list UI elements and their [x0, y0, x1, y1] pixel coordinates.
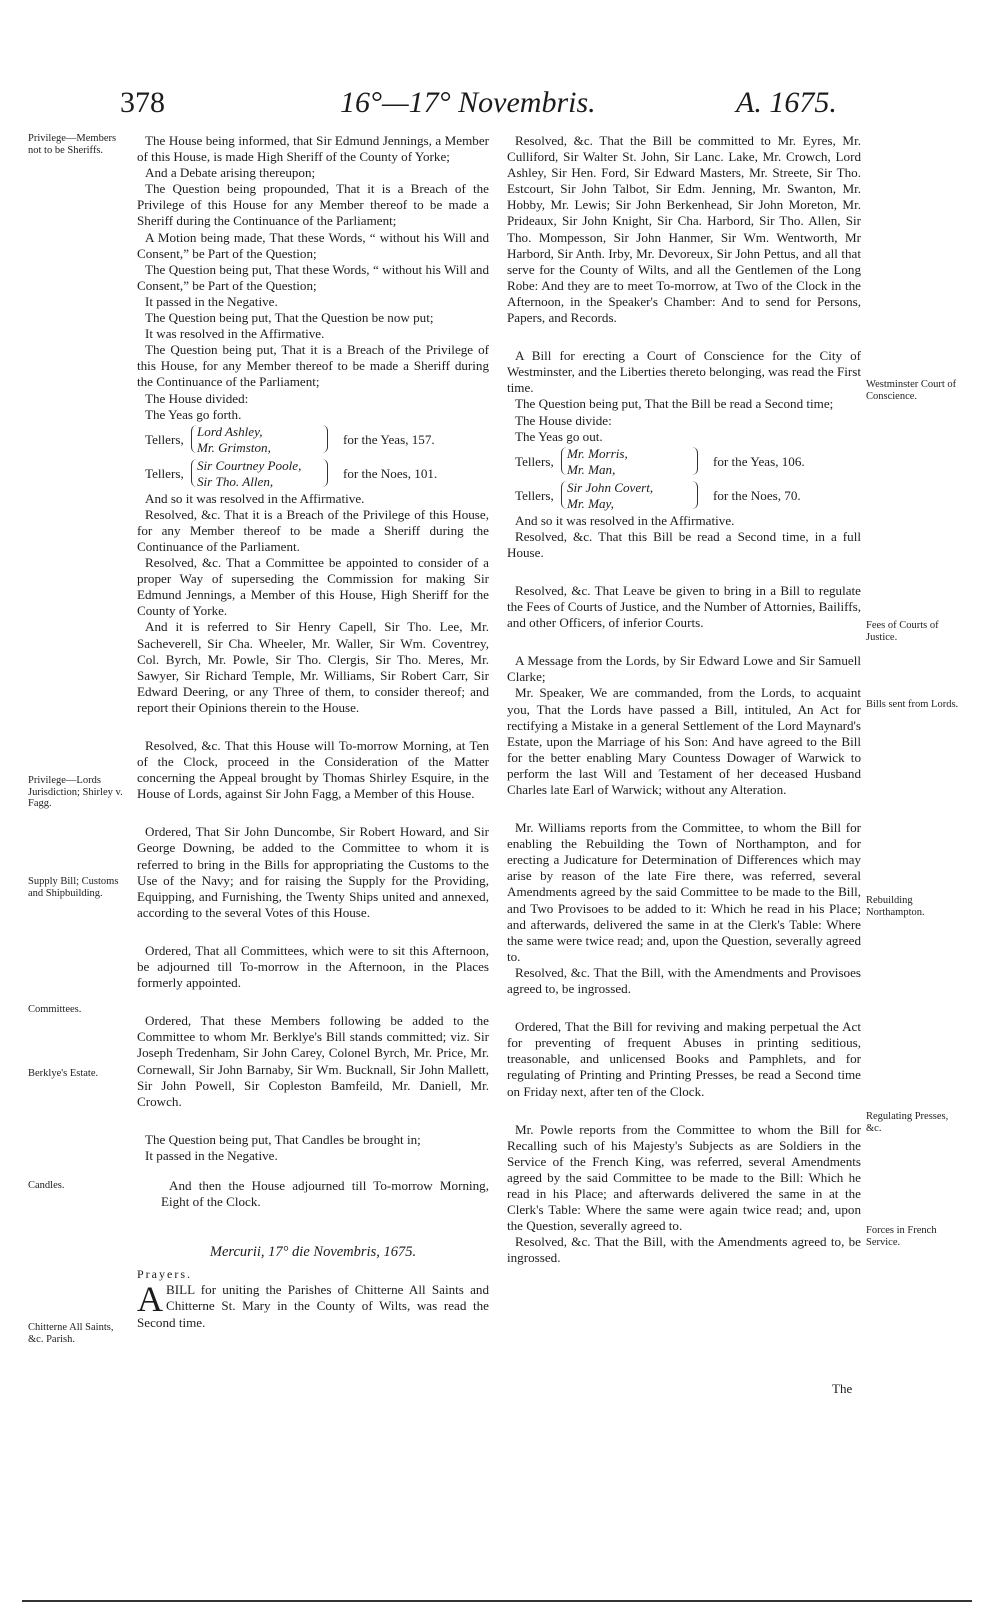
teller-name: Mr. Morris,: [567, 445, 628, 461]
margin-note: Committees.: [28, 1004, 82, 1015]
entry-paragraph: Resolved, &c. That the Bill, with the Amendments and Provisoes agreed to, be ingrossed.: [507, 964, 861, 997]
running-head-year: A. 1675.: [736, 86, 837, 119]
entry-paragraph: A Motion being made, That these Words, “ without his Will and Consent,” be Part of the Question;: [137, 229, 489, 261]
entry-paragraph: And it is referred to Sir Henry Capell, Sir Tho. Lee, Mr. Sacheverell, Sir Cha. Wheeler, Mr. Waller, Sir Wm. Coventrey, Col. Byrch, Mr. Powle, Sir Tho. Clergis, Sir Tho. Meres, Mr. Sawyer, Sir Richard Temple, Mr. Williams, Sir Robert Carr, Sir Edward Deering, or any Three of them, to consider thereof; and report their Opinions therein to the House.: [137, 619, 489, 715]
teller-name: Mr. Grimston,: [197, 439, 271, 455]
teller-name: Mr. May,: [567, 495, 614, 511]
brace-close: [322, 425, 328, 453]
entry-paragraph: The House divided:: [145, 390, 249, 406]
tellers-noes: [137, 457, 489, 491]
margin-note: Rebuilding Northampton.: [866, 895, 925, 918]
margin-note: Privilege—Lords Jurisdiction; Shirley v. Fagg.: [28, 775, 123, 809]
entry-paragraph: The Question being put, That Candles be brought in;: [145, 1131, 421, 1147]
brace-close: [322, 459, 328, 487]
margin-note: Chitterne All Saints, &c. Parish.: [28, 1322, 114, 1345]
margin-note: Supply Bill; Customs and Shipbuilding.: [28, 876, 119, 899]
margin-note: Regulating Presses, &c.: [866, 1111, 949, 1134]
entry-paragraph: The Yeas go forth.: [145, 406, 242, 422]
entry-paragraph: The Question being put, That these Words, “ without his Will and Consent,” be Part of the Question;: [137, 261, 489, 293]
running-head-dates: 16°—17° Novembris.: [340, 86, 596, 119]
right-column: [507, 133, 861, 1266]
entry-paragraph: The Question being put, That the Question be now put;: [145, 310, 434, 326]
entry-paragraph: The Question being propounded, That it is a Breach of the Privilege of this House for any Member thereof to be made a Sheriff during the Continuance of the Parliament;: [137, 181, 489, 229]
entry-paragraph: Resolved, &c. That this Bill be read a Second time, in a full House.: [507, 528, 861, 560]
day-heading: Mercurii, 17° die Novembris, 1675.: [209, 1244, 417, 1261]
vote-count: for the Noes, 101.: [343, 465, 438, 481]
entry-paragraph: Mr. Williams reports from the Committee, to whom the Bill for enabling the Rebuilding the Town of Northampton, and for erecting a Judicature for Determination of Differences which may arise by reason of the late Fire there, was referred, several Amendments agreed by the said Committee to be made to the Bill, and Two Provisoes to be added to it: Which he read in his Place; and afterwards, delivered the same in at the Clerk's Table: Where the same were twice read; and, upon the Question, severally agreed to.: [507, 820, 861, 964]
entry-paragraph: Ordered, That the Bill for reviving and making perpetual the Act for preventing of frequent Abuses in printing seditious, treasonable, and unlicensed Books and Pamphlets, and for regulating of Printing and Printing Presses, be read a Second time on Friday next, after ten of the Clock.: [507, 1019, 861, 1099]
teller-name: Sir Courtney Poole,: [197, 457, 302, 473]
tellers-label: Tellers,: [145, 465, 184, 481]
entry-paragraph: The House divide:: [515, 412, 612, 428]
drop-cap: A: [137, 1279, 163, 1320]
tellers-label: Tellers,: [515, 453, 554, 469]
teller-name: Mr. Man,: [567, 461, 616, 477]
entry-paragraph: The House being informed, that Sir Edmund Jennings, a Member of this House, is made High Sheriff of the County of Yorke;: [137, 133, 489, 165]
vote-count: for the Yeas, 157.: [343, 431, 435, 447]
margin-note: Fees of Courts of Justice.: [866, 620, 939, 643]
entry-paragraph: Resolved, &c. That the Bill be committed to Mr. Eyres, Mr. Culliford, Sir Walter St. John, Sir Lanc. Lake, Mr. Crowch, Lord Ashley, Sir Hen. Ford, Sir Edward Masters, Mr. Streete, Sir Tho. Estcourt, Sir John Talbot, Sir Edm. Jenning, Mr. Swanton, Mr. Hobby, Mr. Lewis; Sir John Berkenhead, Sir John Moreton, Mr. Prideaux, Sir John Knight, Sir Cha. Harbord, Sir Tho. Allen, Sir Tho. Mompesson, Sir John Hanmer, Sir Wm. Wentworth, Mr Harbord, Sir Anth. Irby, Mr. Devoreux, Sir John Pettus, and all that serve for the County of Wilts, and all the Gentlemen of the Long Robe: And they are to meet To-morrow, at Two of the Clock in the Afternoon, in the Speaker's Chamber: And to send for Persons, Papers, and Records.: [507, 133, 861, 326]
tellers-noes: [507, 479, 861, 513]
entry-paragraph: Resolved, &c. That it is a Breach of the Privilege of this House, for any Member thereof to be made a Sheriff during the Continuance of the Parliament.: [137, 506, 489, 554]
entry-paragraph: Mr. Powle reports from the Committee to whom the Bill for Recalling such of his Majesty's Subjects as are Soldiers in the Service of the French King, was referred, several Amendments agreed by the said Committee to be made to the Bill: Which he read in his Place; and afterwards delivered the same in at the Clerk's Table: Where the same were again twice read; and, upon the Question, severally agreed to.: [507, 1121, 861, 1234]
page-number: 378: [120, 86, 165, 119]
entry-paragraph: It passed in the Negative.: [145, 1147, 278, 1163]
entry-paragraph: And a Debate arising thereupon;: [145, 165, 316, 181]
tellers-label: Tellers,: [145, 431, 184, 447]
prayers-heading: Prayers.: [137, 1267, 192, 1282]
entry-paragraph: It passed in the Negative.: [145, 293, 278, 309]
brace-close: [692, 481, 698, 509]
entry-paragraph: Resolved, &c. That Leave be given to bring in a Bill to regulate the Fees of Courts of Justice, and the Number of Attornies, Bailiffs, and other Officers, of inferior Courts.: [507, 582, 861, 631]
entry-paragraph: It was resolved in the Affirmative.: [145, 326, 325, 342]
adjournment: And then the House adjourned till To-morrow Morning, Eight of the Clock.: [161, 1177, 489, 1210]
entry-paragraph: A Bill for erecting a Court of Conscience for the City of Westminster, and the Liberties thereto belonging, was read the First time.: [507, 348, 861, 396]
entry-paragraph: Ordered, That Sir John Duncombe, Sir Robert Howard, and Sir George Downing, be added to the Committee to whom it is referred to bring in the Bills for appropriating the Customs to the Use of the Navy; and for raising the Supply for the Providing, Equipping, and Furnishing, the Twenty Ships united and annexed, according to the several Votes of this House.: [137, 824, 489, 920]
entry-paragraph: [137, 1279, 489, 1330]
entry-paragraph: Resolved, &c. That the Bill, with the Amendments agreed to, be ingrossed.: [507, 1234, 861, 1266]
margin-note: Candles.: [28, 1180, 65, 1191]
entry-paragraph: And so it was resolved in the Affirmative.: [145, 490, 365, 506]
catchword: The: [832, 1381, 853, 1396]
teller-name: Sir John Covert,: [567, 479, 654, 495]
margin-note: Berklye's Estate.: [28, 1068, 99, 1079]
entry-paragraph: The Yeas go out.: [515, 428, 603, 444]
vote-count: for the Yeas, 106.: [713, 453, 805, 469]
vote-count: for the Noes, 70.: [713, 487, 801, 503]
entry-paragraph: Mr. Speaker, We are commanded, from the Lords, to acquaint you, That the Lords have passed a Bill, intituled, An Act for rectifying a Mistake in a general Settlement of the Lord Maynard's Estate, upon the Marriage of his Son: And have agreed to the Bill for the better enabling Mary Countess Dowager of Warwick to perform the last Will and Testament of her deceased Husband Charles late Earl of Warwick; without any Alteration.: [507, 685, 861, 797]
page-header: [120, 86, 880, 126]
entry-paragraph: The Question being put, That it is a Breach of the Privilege of this House, for any Member thereof to be made a Sheriff during the Continuance of the Parliament;: [137, 342, 489, 390]
left-column: [137, 133, 489, 1331]
entry-paragraph: And so it was resolved in the Affirmative.: [515, 512, 735, 528]
tellers-yeas: [137, 423, 489, 457]
entry-text: BILL for uniting the Parishes of Chitterne All Saints and Chitterne St. Mary in the County of Wilts, was read the Second time.: [137, 1282, 489, 1330]
bottom-rule: [22, 1600, 972, 1602]
entry-paragraph: Ordered, That these Members following be added to the Committee to whom Mr. Berklye's Bill stands committed; viz. Sir Joseph Tredenham, Sir John Carey, Colonel Byrch, Mr. Price, Mr. Cornewall, Sir John Barnaby, Sir Wm. Bucknall, Sir John Mallett, Sir John Powell, Sir Copleston Bamfeild, Mr. Daniell, Mr. Crowch.: [137, 1013, 489, 1109]
brace-close: [692, 447, 698, 475]
margin-note: Forces in French Service.: [866, 1225, 937, 1248]
entry-paragraph: A Message from the Lords, by Sir Edward Lowe and Sir Samuell Clarke;: [507, 653, 861, 685]
tellers-yeas: [507, 445, 861, 479]
entry-paragraph: Ordered, That all Committees, which were to sit this Afternoon, be adjourned till To-morrow in the Afternoon, in the Places formerly appointed.: [137, 942, 489, 991]
margin-note: Bills sent from Lords.: [866, 699, 959, 710]
teller-name: Sir Tho. Allen,: [197, 473, 274, 489]
entry-paragraph: The Question being put, That the Bill be read a Second time;: [515, 396, 834, 412]
margin-note: Privilege—Members not to be Sheriffs.: [28, 133, 117, 156]
entry-paragraph: Resolved, &c. That a Committee be appointed to consider of a proper Way of superseding the Commission for making Sir Edmund Jennings, a Member of this House, High Sheriff for the County of Yorke.: [137, 555, 489, 619]
margin-note: Westminster Court of Conscience.: [866, 379, 957, 402]
entry-paragraph: Resolved, &c. That this House will To-morrow Morning, at Ten of the Clock, proceed in the Consideration of the Matter concerning the Appeal brought by Thomas Shirley Esquire, in the House of Lords, against Sir John Fagg, a Member of this House.: [137, 738, 489, 802]
tellers-label: Tellers,: [515, 487, 554, 503]
teller-name: Lord Ashley,: [197, 423, 263, 439]
